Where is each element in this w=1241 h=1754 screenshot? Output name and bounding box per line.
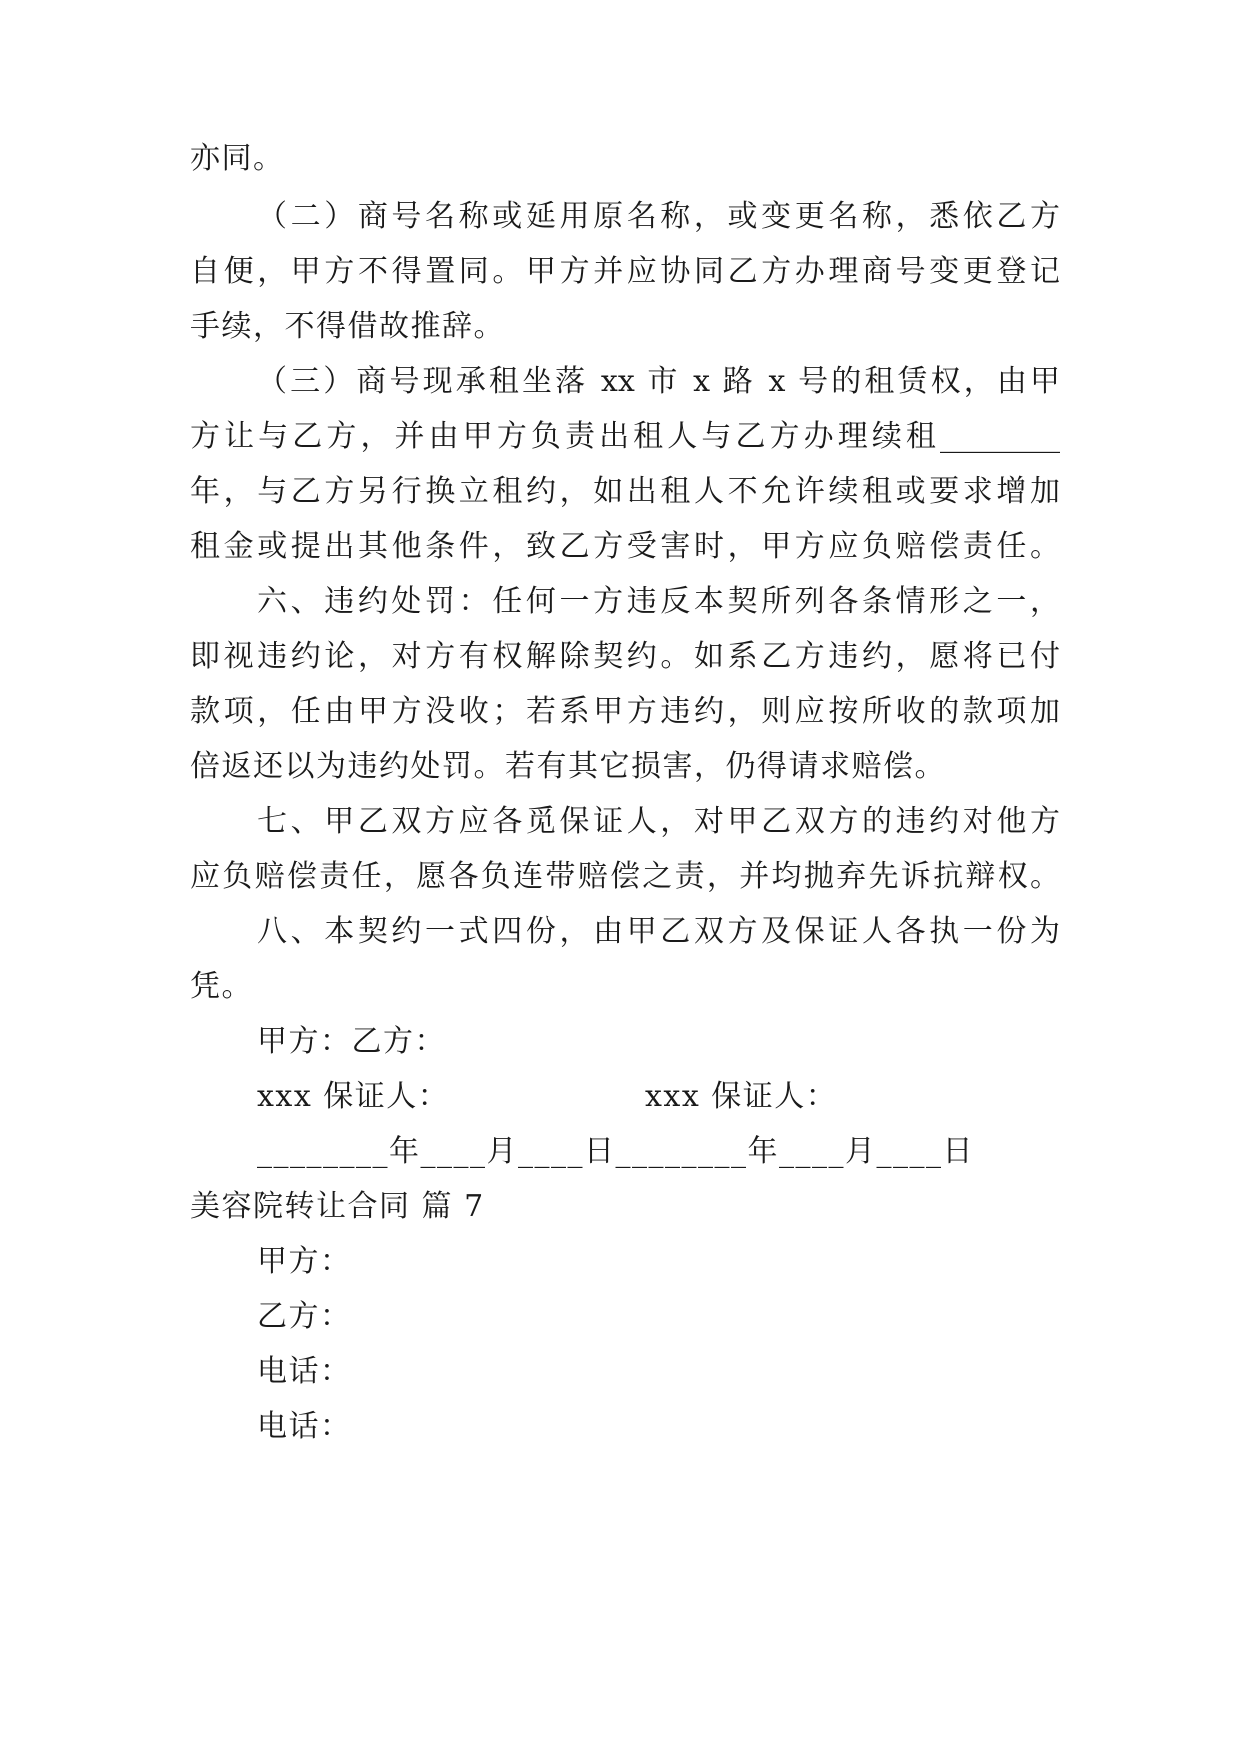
paragraph-line: 款项，任由甲方没收；若系甲方违约，则应按所收的款项加	[190, 694, 1060, 729]
paragraph-line: （三）商号现承租坐落 xx 市 x 路 x 号的租赁权，由甲	[257, 364, 1060, 399]
guarantor-left: xxx 保证人：	[257, 1079, 450, 1114]
party-b-label: 乙方：	[257, 1299, 352, 1334]
paragraph-line: （二）商号名称或延用原名称，或变更名称，悉依乙方	[257, 199, 1060, 234]
paragraph-line: 八、本契约一式四份，由甲乙双方及保证人各执一份为	[257, 914, 1060, 949]
paragraph-line: 手续，不得借故推辞。	[190, 309, 505, 344]
section-heading: 美容院转让合同 篇 7	[190, 1189, 485, 1224]
paragraph-line: 七、甲乙双方应各觅保证人，对甲乙双方的违约对他方	[257, 804, 1060, 839]
paragraph-line: 应负赔偿责任，愿各负连带赔偿之责，并均抛弃先诉抗辩权。	[190, 859, 1060, 894]
date-line: ________年____月____日________年____月____日	[257, 1134, 974, 1169]
paragraph-line: 倍返还以为违约处罚。若有其它损害，仍得请求赔偿。	[190, 749, 946, 784]
party-a-label: 甲方：	[257, 1244, 352, 1279]
paragraph-line: 方让与乙方，并由甲方负责出租人与乙方办理续租________	[190, 419, 1060, 454]
paragraph-line: 租金或提出其他条件，致乙方受害时，甲方应负赔偿责任。	[190, 529, 1060, 564]
paragraph-line: 年，与乙方另行换立租约，如出租人不允许续租或要求增加	[190, 474, 1060, 509]
signature-parties: 甲方：乙方：	[257, 1024, 446, 1059]
paragraph-line: 亦同。	[190, 141, 285, 176]
phone-label: 电话：	[257, 1354, 352, 1389]
paragraph-line: 即视违约论，对方有权解除契约。如系乙方违约，愿将已付	[190, 639, 1060, 674]
paragraph-line: 自便，甲方不得置同。甲方并应协同乙方办理商号变更登记	[190, 254, 1060, 289]
phone-label: 电话：	[257, 1409, 352, 1444]
paragraph-line: 六、违约处罚：任何一方违反本契所列各条情形之一，	[257, 584, 1060, 619]
guarantor-right: xxx 保证人：	[645, 1079, 838, 1114]
paragraph-line: 凭。	[190, 969, 253, 1004]
